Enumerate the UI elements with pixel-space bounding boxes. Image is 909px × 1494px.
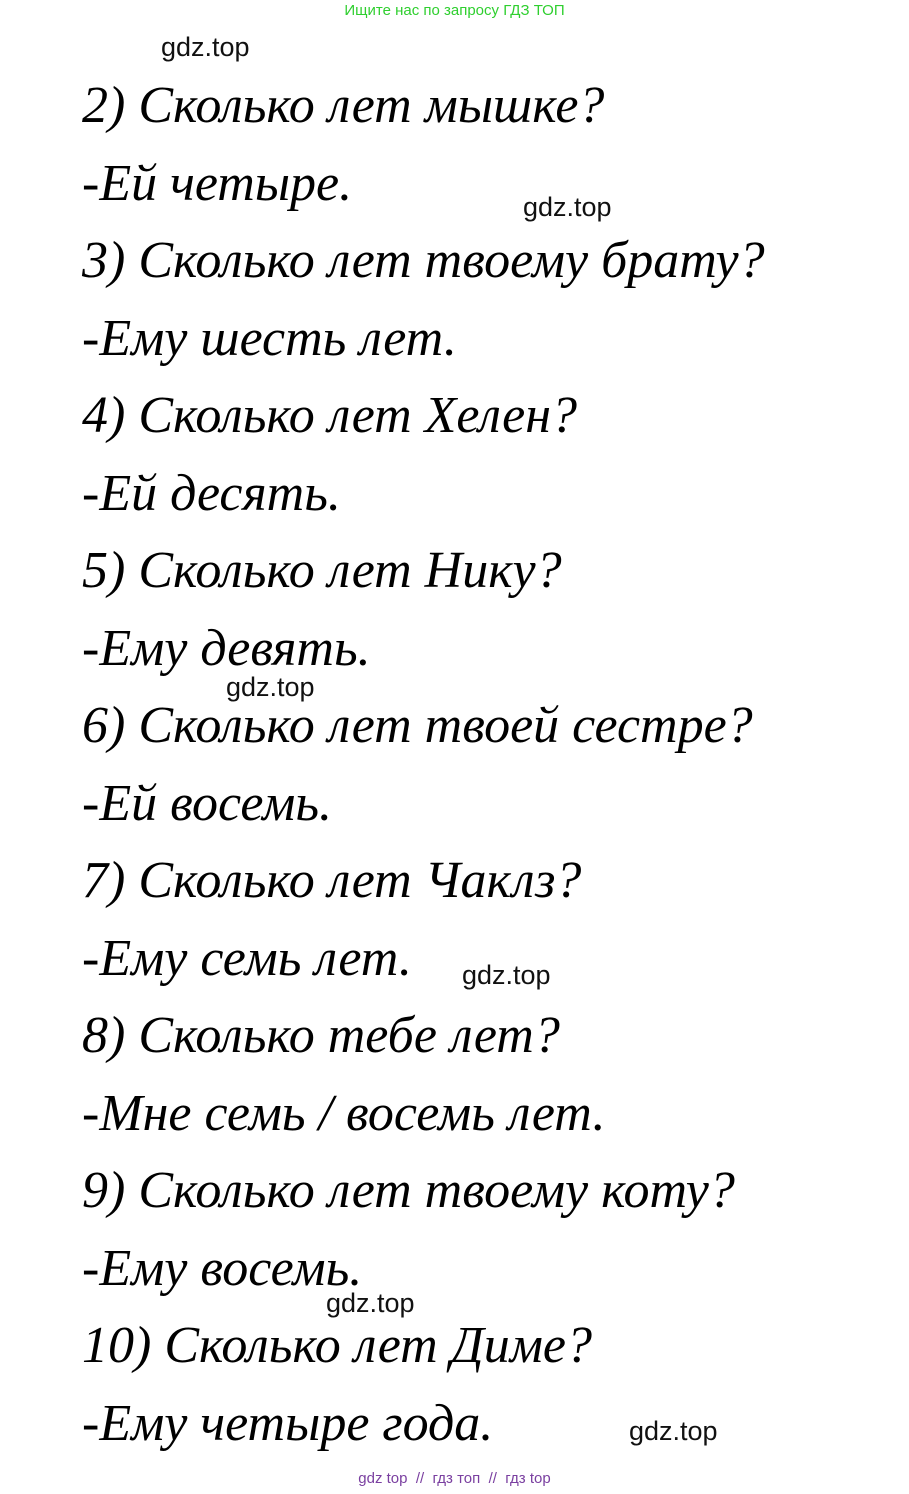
answer-2: -Ей четыре. — [82, 155, 353, 212]
watermark: gdz.top — [462, 960, 551, 990]
question-6: 6) Сколько лет твоей сестре? — [82, 697, 753, 754]
watermark: gdz.top — [161, 32, 250, 62]
question-5: 5) Сколько лет Нику? — [82, 542, 562, 599]
answer-4: -Ей десять. — [82, 465, 341, 522]
watermark: gdz.top — [523, 192, 612, 222]
question-8: 8) Сколько тебе лет? — [82, 1007, 560, 1064]
answer-6: -Ей восемь. — [82, 775, 332, 832]
question-9: 9) Сколько лет твоему коту? — [82, 1162, 735, 1219]
question-3: 3) Сколько лет твоему брату? — [82, 232, 765, 289]
watermark: gdz.top — [326, 1288, 415, 1318]
answer-3: -Ему шесть лет. — [82, 310, 457, 367]
watermark: gdz.top — [226, 672, 315, 702]
question-2: 2) Сколько лет мышке? — [82, 77, 605, 134]
question-4: 4) Сколько лет Хелен? — [82, 387, 578, 444]
top-banner: Ищите нас по запросу ГДЗ ТОП — [344, 2, 565, 19]
question-7: 7) Сколько лет Чаклз? — [82, 852, 582, 909]
watermark: gdz.top — [629, 1416, 718, 1446]
answer-8: -Мне семь / восемь лет. — [82, 1085, 606, 1142]
answer-5: -Ему девять. — [82, 620, 371, 677]
bottom-banner: gdz top // гдз топ // гдз top — [358, 1470, 551, 1487]
question-10: 10) Сколько лет Диме? — [82, 1317, 592, 1374]
answer-7: -Ему семь лет. — [82, 930, 412, 987]
answer-10: -Ему четыре года. — [82, 1395, 494, 1452]
answer-9: -Ему восемь. — [82, 1240, 363, 1297]
